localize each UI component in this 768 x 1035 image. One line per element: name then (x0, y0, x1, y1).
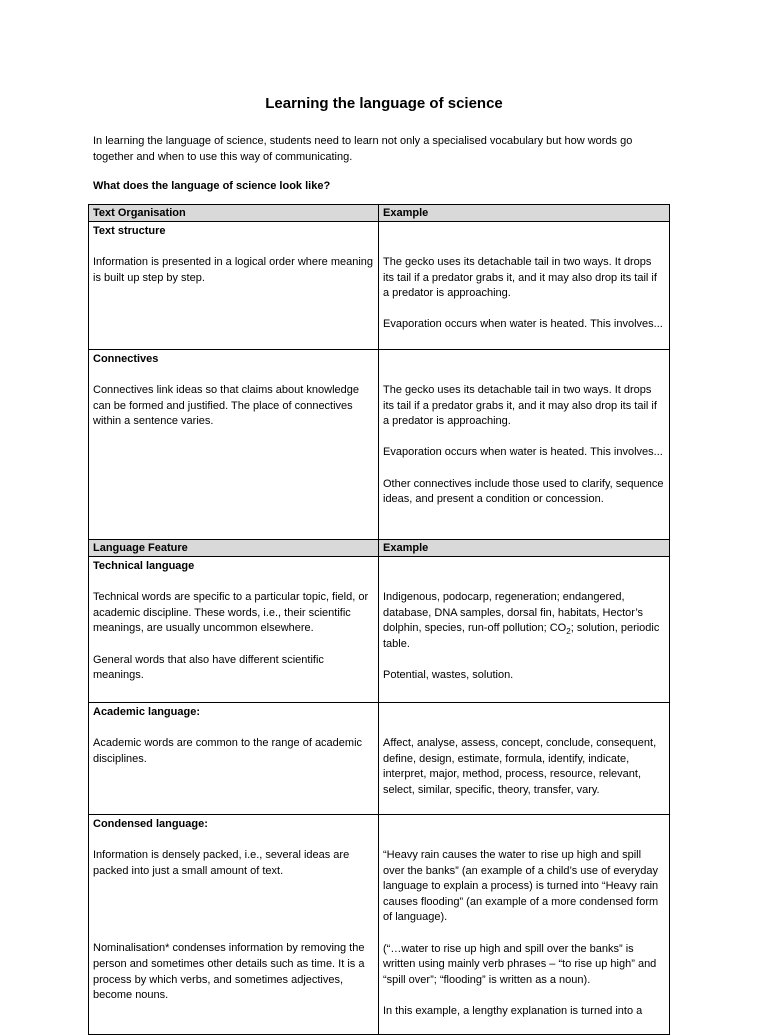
row-example: Evaporation occurs when water is heated. This involves... (383, 446, 663, 459)
table-row (89, 815, 670, 1035)
row-example: Indigenous, podocarp, regeneration; endangered, database, DNA samples, dorsal fin, habitats, Hector’s dolphin, species, run-off pollution; $CO_2$; solution, periodic table. (383, 591, 660, 650)
table-cell (89, 350, 379, 540)
intro-paragraph: In learning the language of science, students need to learn not only a specialised vocabulary but how words go together and when to use this way of communicating. (93, 135, 633, 163)
section-question: What does the language of science look like? (93, 180, 331, 192)
table-cell (379, 222, 670, 350)
row-example: The gecko uses its detachable tail in two ways. It drops its tail if a predator grabs it, and it may also drop its tail if a predator is approaching. (383, 384, 657, 428)
header-cell: Example (379, 205, 670, 222)
page-title: Learning the language of science (265, 95, 503, 112)
table-header-row (89, 205, 670, 222)
row-description: Academic words are common to the range of academic disciplines. (93, 737, 363, 765)
row-description: General words that also have different scientific meanings. (93, 653, 324, 682)
language-table (88, 204, 670, 1035)
table-cell (379, 557, 670, 703)
row-description: Connectives link ideas so that claims about knowledge can be formed and justified. The place of connectives within a sentence varies. (93, 384, 359, 428)
table-cell (379, 815, 670, 1035)
table-row (89, 222, 670, 350)
row-description: Information is presented in a logical order where meaning is built up step by step. (93, 256, 374, 284)
table-cell (379, 350, 670, 540)
table-cell (89, 815, 379, 1035)
row-example: Affect, analyse, assess, concept, conclude, consequent, define, design, estimate, formula, identify, indicate, interpret, major, method, process, resource, relevant, select, similar, specific, theory, transfer, vary. (383, 737, 657, 796)
table-cell (379, 703, 670, 815)
table-cell (89, 557, 379, 703)
row-example: “Heavy rain causes the water to rise up high and spill over the banks” (an example of a child’s use of everyday language to explain a process) is turned into “Heavy rain causes flooding” (an example of a more condensed form of language). (383, 849, 659, 924)
header-cell: Example (379, 540, 670, 557)
row-label: Condensed language: (93, 818, 208, 830)
table-row (89, 350, 670, 540)
row-label: Text structure (93, 225, 166, 237)
row-label: Connectives (93, 353, 159, 365)
row-example: Evaporation occurs when water is heated. This involves... (383, 318, 663, 331)
table-header-row (89, 540, 670, 557)
row-label: Technical language (93, 560, 195, 572)
row-label: Academic language: (93, 706, 200, 718)
header-cell: Language Feature (89, 540, 379, 557)
row-example: Potential, wastes, solution. (383, 668, 514, 681)
row-example: Other connectives include those used to clarify, sequence ideas, and present a condition or concession. (383, 477, 664, 506)
row-example: The gecko uses its detachable tail in two ways. It drops its tail if a predator grabs it, and it may also drop its tail if a predator is approaching. (383, 256, 657, 300)
row-description: Technical words are specific to a particular topic, field, or academic discipline. These words, i.e., their scientific meanings, are usually uncommon elsewhere. (93, 591, 369, 635)
row-description: Information is densely packed, i.e., several ideas are packed into just a small amount of text. (93, 849, 350, 877)
row-example: In this example, a lengthy explanation is turned into a (383, 1004, 643, 1017)
header-cell: Text Organisation (89, 205, 379, 222)
table-cell (89, 703, 379, 815)
row-description: Nominalisation* condenses information by removing the person and sometimes other details such as time. It is a process by which verbs, and sometimes adjectives, become nouns. (93, 942, 365, 1002)
table-row (89, 557, 670, 703)
table-row (89, 703, 670, 815)
row-example: (“…water to rise up high and spill over the banks” is written using mainly verb phrases – “to rise up high” and “spill over”; “flooding” is written as a noun). (383, 942, 657, 986)
table-cell (89, 222, 379, 350)
